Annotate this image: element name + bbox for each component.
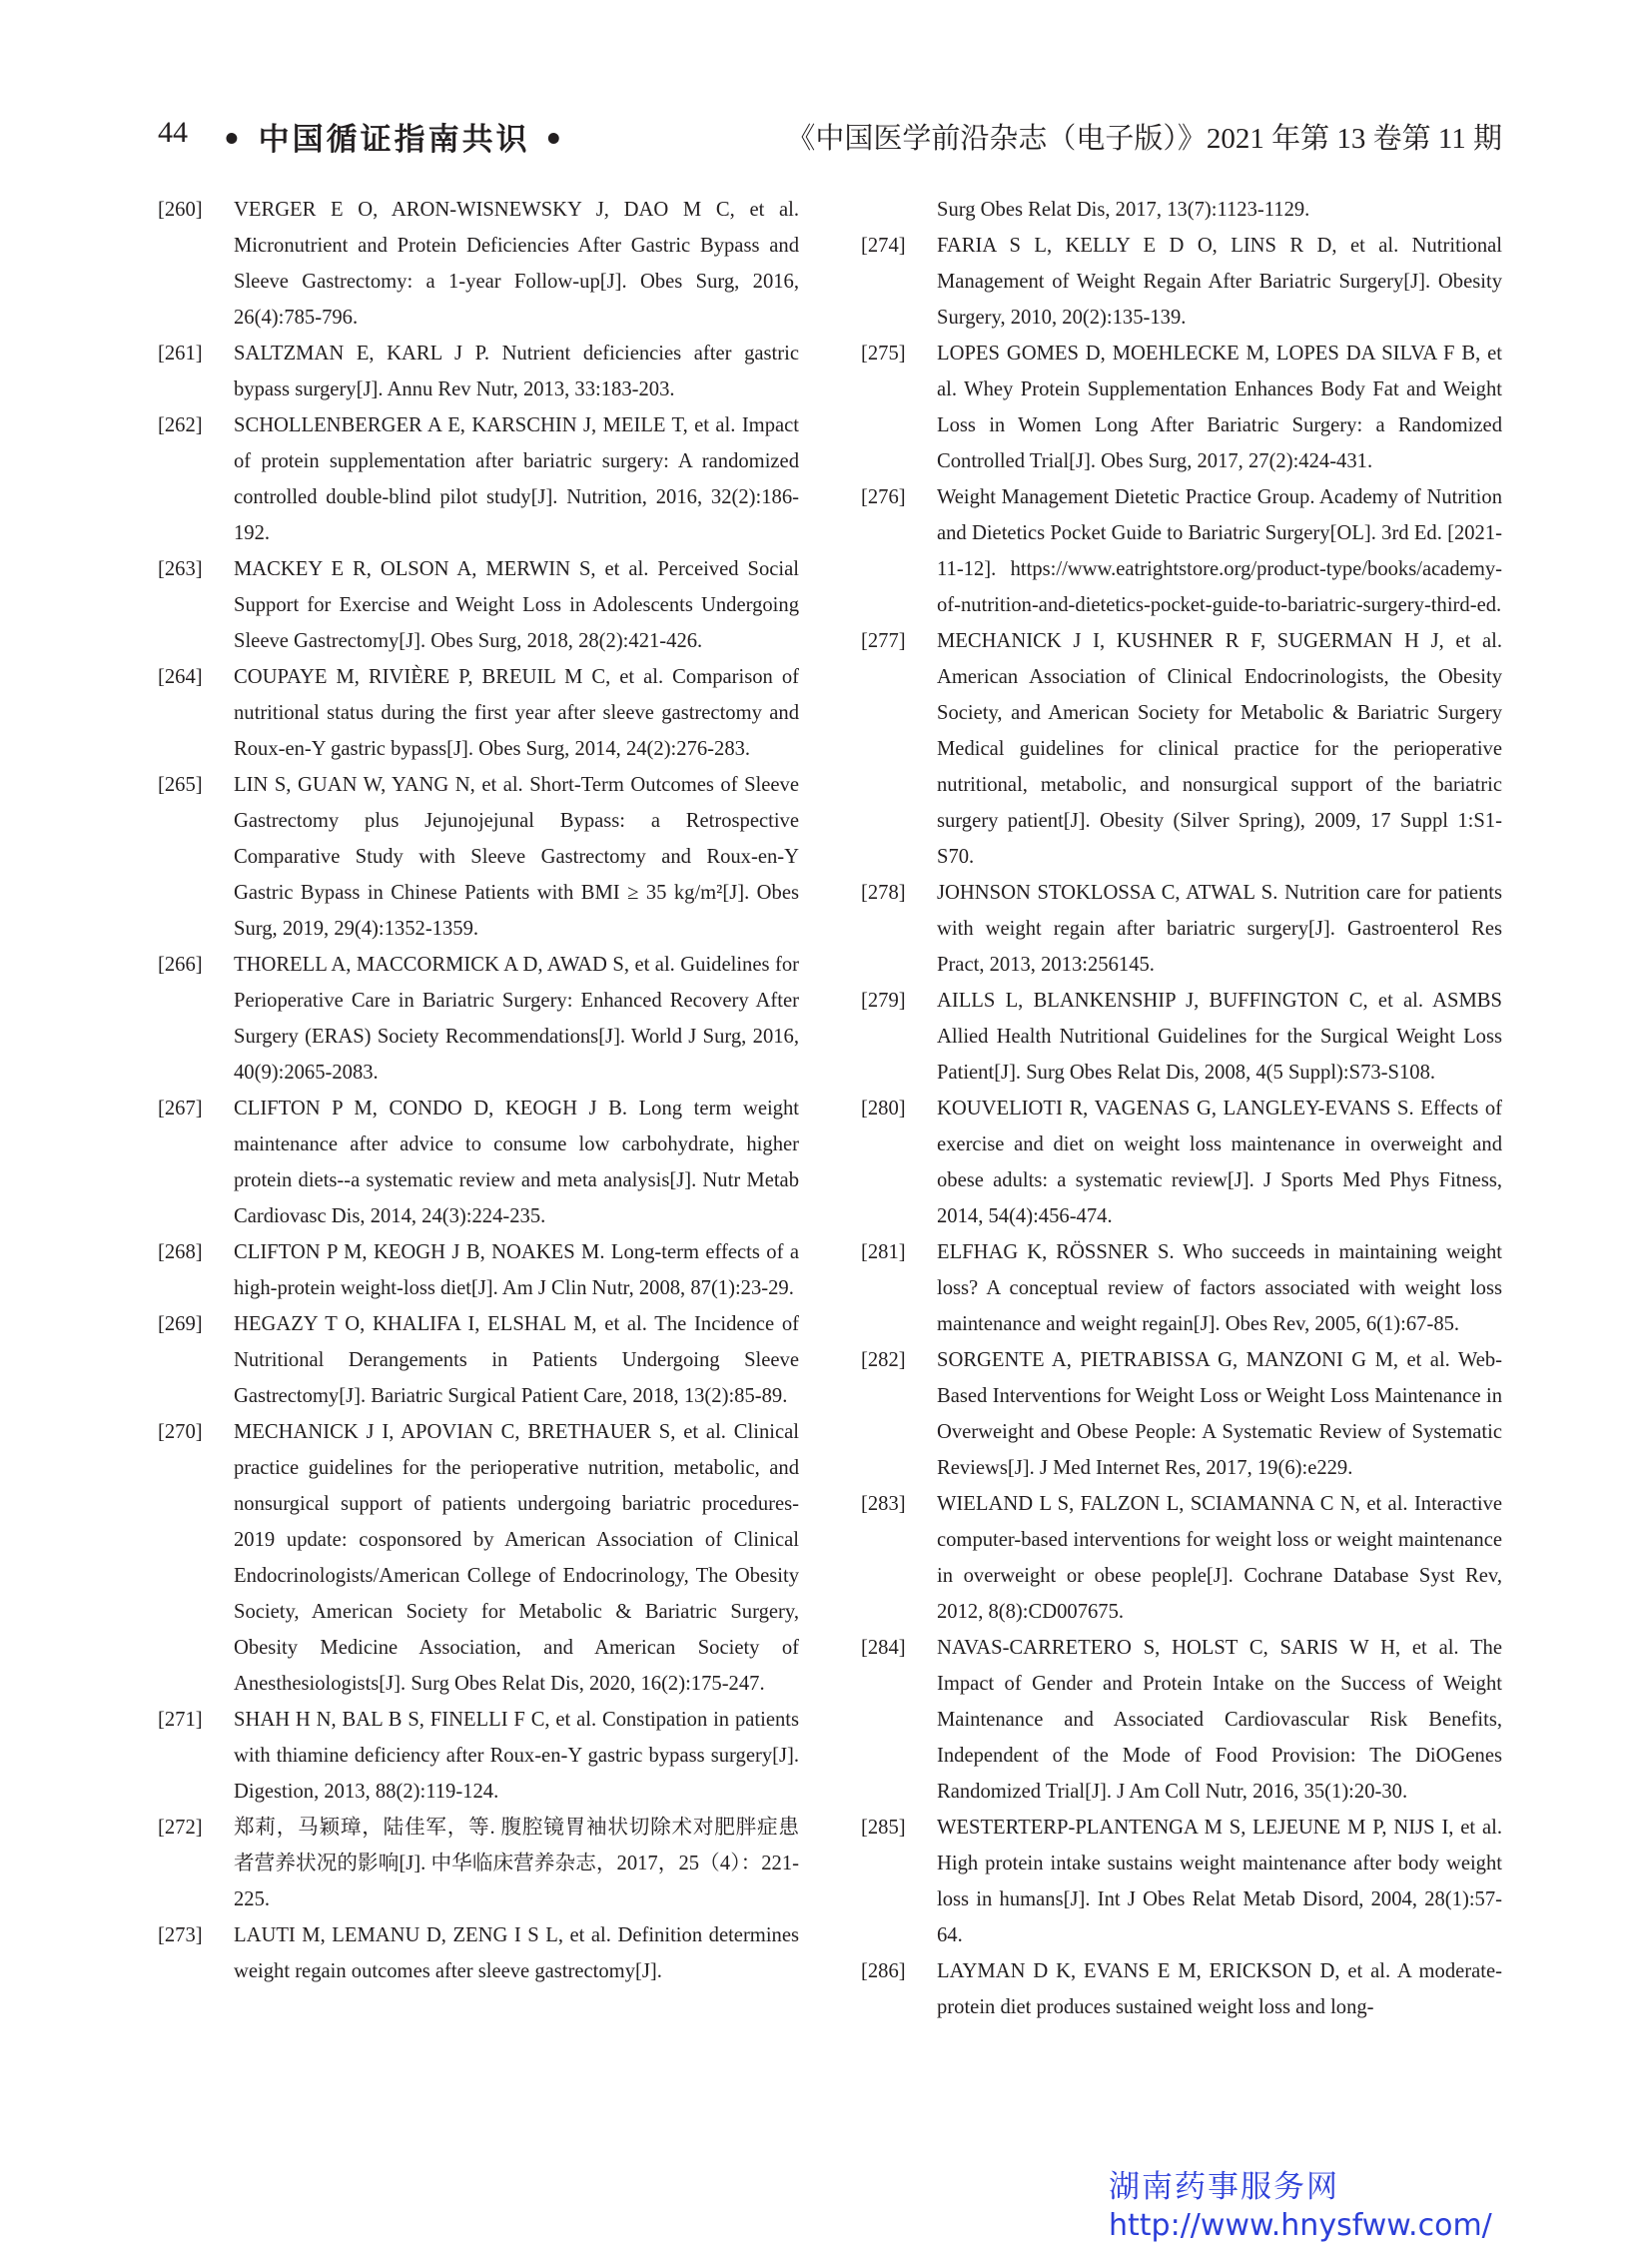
reference-number: [269]	[158, 1313, 203, 1335]
reference-item	[158, 551, 799, 659]
section-title: • 中国循证指南共识 •	[222, 122, 567, 158]
reference-text: LIN S, GUAN W, YANG N, et al. Short-Term Outcomes of Sleeve Gastrectomy plus Jejunojejunal Bypass: a Retrospective Comparative Study with Sleeve Gastrectomy and Roux-en-Y Gastric Bypass in Chinese Patients with BMI ≥ 35 kg/m²[J]. Obes Surg, 2019, 29(4):1352-1359.	[234, 774, 799, 940]
reference-item	[158, 192, 799, 336]
page-header	[158, 108, 1502, 158]
reference-number: [276]	[861, 486, 906, 508]
reference-text: LAYMAN D K, EVANS E M, ERICKSON D, et al. A moderate-protein diet produces sustained weight loss and long-	[937, 1960, 1502, 2018]
reference-number: [286]	[861, 1960, 906, 1982]
reference-number: [260]	[158, 199, 203, 221]
reference-number: [268]	[158, 1241, 203, 1263]
reference-item	[158, 1234, 799, 1306]
reference-text: SHAH H N, BAL B S, FINELLI F C, et al. Constipation in patients with thiamine deficiency after Roux-en-Y gastric bypass surgery[J]. Digestion, 2013, 88(2):119-124.	[234, 1709, 799, 1803]
reference-text: SCHOLLENBERGER A E, KARSCHIN J, MEILE T, et al. Impact of protein supplementation after bariatric surgery: A randomized controlled double-blind pilot study[J]. Nutrition, 2016, 32(2):186-192.	[234, 414, 799, 544]
reference-item	[861, 1630, 1502, 1810]
watermark	[1109, 2161, 1508, 2243]
reference-item	[861, 1953, 1502, 2025]
reference-number: [285]	[861, 1817, 906, 1839]
reference-number: [272]	[158, 1817, 203, 1839]
reference-number: [277]	[861, 630, 906, 652]
reference-text: 郑莉，马颖璋，陆佳军，等. 腹腔镜胃袖状切除术对肥胖症患者营养状况的影响[J]. 中华临床营养杂志，2017，25（4）：221-225.	[234, 1817, 799, 1910]
reference-number: [283]	[861, 1493, 906, 1515]
reference-text: MACKEY E R, OLSON A, MERWIN S, et al. Perceived Social Support for Exercise and Weight Loss in Adolescents Undergoing Sleeve Gastrectomy[J]. Obes Surg, 2018, 28(2):421-426.	[234, 558, 799, 652]
reference-number: [284]	[861, 1637, 906, 1659]
reference-number: [281]	[861, 1241, 906, 1263]
reference-number: [265]	[158, 774, 203, 796]
reference-number: [267]	[158, 1098, 203, 1120]
reference-text: VERGER E O, ARON-WISNEWSKY J, DAO M C, et al. Micronutrient and Protein Deficiencies After Gastric Bypass and Sleeve Gastrectomy: a 1-year Follow-up[J]. Obes Surg, 2016, 26(4):785-796.	[234, 199, 799, 329]
reference-item	[861, 623, 1502, 875]
reference-item	[158, 659, 799, 767]
reference-item	[861, 1486, 1502, 1630]
reference-item	[158, 1414, 799, 1702]
reference-item	[158, 1810, 799, 1917]
reference-text: WIELAND L S, FALZON L, SCIAMANNA C N, et al. Interactive computer-based interventions for weight loss or weight maintenance in overweight or obese people[J]. Cochrane Database Syst Rev, 2012, 8(8):CD007675.	[937, 1493, 1502, 1623]
reference-text: MECHANICK J I, KUSHNER R F, SUGERMAN H J, et al. American Association of Clinical Endocrinologists, the Obesity Society, and American Society for Metabolic & Bariatric Surgery Medical guidelines for clinical practice for the perioperative nutritional, metabolic, and nonsurgical support of the bariatric surgery patient[J]. Obesity (Silver Spring), 2009, 17 Suppl 1:S1-S70.	[937, 630, 1502, 868]
reference-number: [271]	[158, 1709, 203, 1731]
reference-text: SALTZMAN E, KARL J P. Nutrient deficiencies after gastric bypass surgery[J]. Annu Rev Nutr, 2013, 33:183-203.	[234, 343, 799, 400]
reference-item	[861, 1091, 1502, 1234]
reference-number: [270]	[158, 1421, 203, 1443]
reference-number: [280]	[861, 1098, 906, 1120]
reference-number: [274]	[861, 235, 906, 257]
reference-text: MECHANICK J I, APOVIAN C, BRETHAUER S, et al. Clinical practice guidelines for the perioperative nutrition, metabolic, and nonsurgical support of patients undergoing bariatric procedures-2019 update: cosponsored by American Association of Clinical Endocrinologists/American College of Endocrinology, The Obesity Society, American Society for Metabolic & Bariatric Surgery, Obesity Medicine Association, and American Society of Anesthesiologists[J]. Surg Obes Relat Dis, 2020, 16(2):175-247.	[234, 1421, 799, 1695]
reference-item	[158, 1917, 799, 1989]
watermark-url[interactable]: http://www.hnysfww.com/	[1109, 2208, 1492, 2243]
reference-number: [282]	[861, 1349, 906, 1371]
reference-text: CLIFTON P M, KEOGH J B, NOAKES M. Long-term effects of a high-protein weight-loss diet[J]. Am J Clin Nutr, 2008, 87(1):23-29.	[234, 1241, 799, 1299]
reference-item	[861, 1342, 1502, 1486]
reference-item	[158, 1306, 799, 1414]
reference-text: LAUTI M, LEMANU D, ZENG I S L, et al. Definition determines weight regain outcomes after sleeve gastrectomy[J].	[234, 1924, 799, 1982]
reference-text: KOUVELIOTI R, VAGENAS G, LANGLEY-EVANS S. Effects of exercise and diet on weight loss maintenance in overweight and obese adults: a systematic review[J]. J Sports Med Phys Fitness, 2014, 54(4):456-474.	[937, 1098, 1502, 1227]
reference-number: [262]	[158, 414, 203, 436]
reference-text: Weight Management Dietetic Practice Group. Academy of Nutrition and Dietetics Pocket Guide to Bariatric Surgery[OL]. 3rd Ed. [2021-11-12]. https://www.eatrightstore.org/product-type/books/academy-of-nutrition-and-dietetics-pocket-guide-to-bariatric-surgery-third-ed.	[937, 486, 1502, 616]
reference-number: [275]	[861, 343, 906, 365]
reference-item	[861, 336, 1502, 479]
reference-text: COUPAYE M, RIVIÈRE P, BREUIL M C, et al. Comparison of nutritional status during the first year after sleeve gastrectomy and Roux-en-Y gastric bypass[J]. Obes Surg, 2014, 24(2):276-283.	[234, 666, 799, 760]
reference-number: [266]	[158, 954, 203, 976]
reference-number: [263]	[158, 558, 203, 580]
reference-continuation: Surg Obes Relat Dis, 2017, 13(7):1123-1129.	[937, 199, 1310, 221]
left-reference-column	[158, 192, 799, 1989]
reference-text: AILLS L, BLANKENSHIP J, BUFFINGTON C, et al. ASMBS Allied Health Nutritional Guidelines for the Surgical Weight Loss Patient[J]. Surg Obes Relat Dis, 2008, 4(5 Suppl):S73-S108.	[937, 990, 1502, 1084]
reference-item	[158, 1702, 799, 1810]
reference-item	[158, 1091, 799, 1234]
reference-item	[861, 1810, 1502, 1953]
reference-text: SORGENTE A, PIETRABISSA G, MANZONI G M, et al. Web-Based Interventions for Weight Loss or Weight Loss Maintenance in Overweight and Obese People: A Systematic Review of Systematic Reviews[J]. J Med Internet Res, 2017, 19(6):e229.	[937, 1349, 1502, 1479]
reference-number: [273]	[158, 1924, 203, 1946]
reference-text: HEGAZY T O, KHALIFA I, ELSHAL M, et al. The Incidence of Nutritional Derangements in Patients Undergoing Sleeve Gastrectomy[J]. Bariatric Surgical Patient Care, 2018, 13(2):85-89.	[234, 1313, 799, 1407]
reference-text: WESTERTERP-PLANTENGA M S, LEJEUNE M P, NIJS I, et al. High protein intake sustains weight maintenance after body weight loss in humans[J]. Int J Obes Relat Metab Disord, 2004, 28(1):57-64.	[937, 1817, 1502, 1946]
reference-item	[861, 228, 1502, 336]
reference-text: THORELL A, MACCORMICK A D, AWAD S, et al. Guidelines for Perioperative Care in Bariatric Surgery: Enhanced Recovery After Surgery (ERAS) Society Recommendations[J]. World J Surg, 2016, 40(9):2065-2083.	[234, 954, 799, 1084]
reference-text: FARIA S L, KELLY E D O, LINS R D, et al. Nutritional Management of Weight Regain After Bariatric Surgery[J]. Obesity Surgery, 2010, 20(2):135-139.	[937, 235, 1502, 329]
reference-number: [261]	[158, 343, 203, 365]
reference-item	[861, 983, 1502, 1091]
reference-text: CLIFTON P M, CONDO D, KEOGH J B. Long term weight maintenance after advice to consume low carbohydrate, higher protein diets--a systematic review and meta analysis[J]. Nutr Metab Cardiovasc Dis, 2014, 24(3):224-235.	[234, 1098, 799, 1227]
reference-text: JOHNSON STOKLOSSA C, ATWAL S. Nutrition care for patients with weight regain after bariatric surgery[J]. Gastroenterol Res Pract, 2013, 2013:256145.	[937, 882, 1502, 976]
reference-item	[158, 336, 799, 407]
journal-title: 《中国医学前沿杂志（电子版）》2021 年第 13 卷第 11 期	[786, 123, 1502, 155]
reference-item	[158, 767, 799, 947]
watermark-name: 湖南药事服务网	[1109, 2169, 1339, 2205]
reference-item	[158, 947, 799, 1091]
reference-item	[158, 407, 799, 551]
page-number: 44	[158, 116, 188, 149]
reference-item	[861, 875, 1502, 983]
reference-number: [278]	[861, 882, 906, 904]
reference-number: [264]	[158, 666, 203, 688]
reference-item	[861, 479, 1502, 623]
reference-number: [279]	[861, 990, 906, 1012]
reference-text: ELFHAG K, RÖSSNER S. Who succeeds in maintaining weight loss? A conceptual review of factors associated with weight loss maintenance and weight regain[J]. Obes Rev, 2005, 6(1):67-85.	[937, 1241, 1502, 1335]
reference-text: NAVAS-CARRETERO S, HOLST C, SARIS W H, et al. The Impact of Gender and Protein Intake on the Success of Weight Maintenance and Associated Cardiovascular Risk Benefits, Independent of the Mode of Food Provision: The DiOGenes Randomized Trial[J]. J Am Coll Nutr, 2016, 35(1):20-30.	[937, 1637, 1502, 1803]
right-reference-column	[861, 192, 1502, 2025]
reference-item	[861, 1234, 1502, 1342]
reference-text: LOPES GOMES D, MOEHLECKE M, LOPES DA SILVA F B, et al. Whey Protein Supplementation Enhances Body Fat and Weight Loss in Women Long After Bariatric Surgery: a Randomized Controlled Trial[J]. Obes Surg, 2017, 27(2):424-431.	[937, 343, 1502, 472]
